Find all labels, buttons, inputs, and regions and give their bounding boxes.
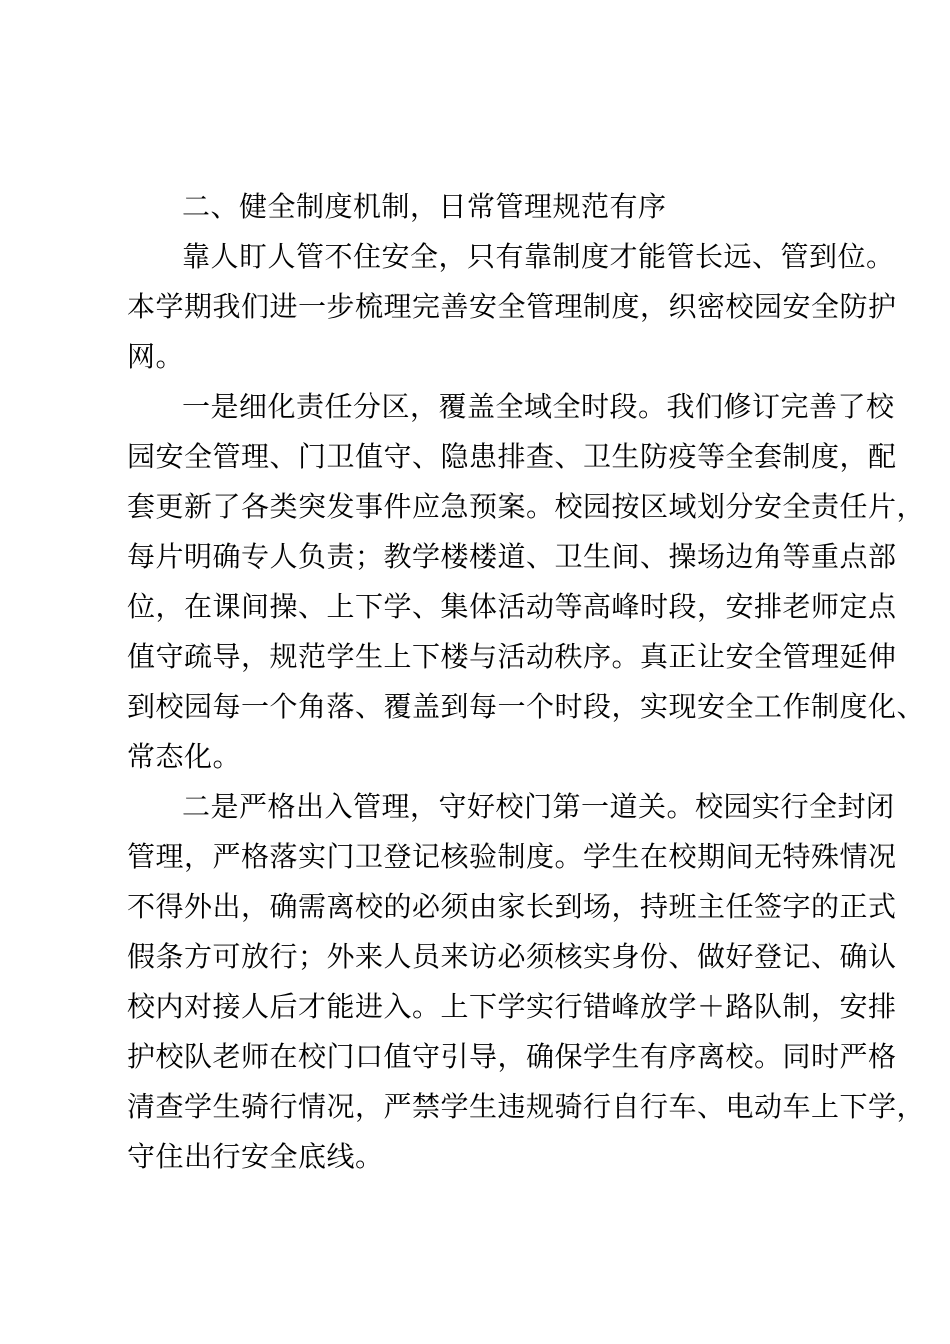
paragraph-line: 园安全管理、门卫值守、隐患排查、卫生防疫等全套制度，配	[127, 440, 897, 473]
paragraph-line: 本学期我们进一步梳理完善安全管理制度，织密校园安全防护	[127, 290, 897, 323]
paragraph-line: 守住出行安全底线。	[127, 1140, 384, 1173]
paragraph-line: 一是细化责任分区，覆盖全域全时段。我们修订完善了校	[182, 390, 895, 423]
paragraph-line: 二是严格出入管理，守好校门第一道关。校园实行全封闭	[182, 790, 895, 823]
paragraph-line: 常态化。	[127, 740, 242, 773]
paragraph-line: 到校园每一个角落、覆盖到每一个时段，实现安全工作制度化、	[127, 690, 926, 723]
paragraph-line: 不得外出，确需离校的必须由家长到场，持班主任签字的正式	[127, 890, 897, 923]
paragraph-line: 管理，严格落实门卫登记核验制度。学生在校期间无特殊情况	[127, 840, 897, 873]
paragraph-line: 护校队老师在校门口值守引导，确保学生有序离校。同时严格	[127, 1040, 897, 1073]
paragraph-line: 套更新了各类突发事件应急预案。校园按区域划分安全责任片，	[127, 490, 926, 523]
paragraph-line: 值守疏导，规范学生上下楼与活动秩序。真正让安全管理延伸	[127, 640, 897, 673]
paragraph-line: 清查学生骑行情况，严禁学生违规骑行自行车、电动车上下学，	[127, 1090, 926, 1123]
paragraph-line: 校内对接人后才能进入。上下学实行错峰放学＋路队制，安排	[127, 990, 897, 1023]
paragraph-line: 每片明确专人负责；教学楼楼道、卫生间、操场边角等重点部	[127, 540, 897, 573]
section-heading: 二、健全制度机制，日常管理规范有序	[182, 190, 667, 223]
paragraph-line: 靠人盯人管不住安全，只有靠制度才能管长远、管到位。	[182, 240, 895, 273]
paragraph-line: 网。	[127, 340, 185, 373]
paragraph-line: 假条方可放行；外来人员来访必须核实身份、做好登记、确认	[127, 940, 897, 973]
paragraph-line: 位，在课间操、上下学、集体活动等高峰时段，安排老师定点	[127, 590, 897, 623]
